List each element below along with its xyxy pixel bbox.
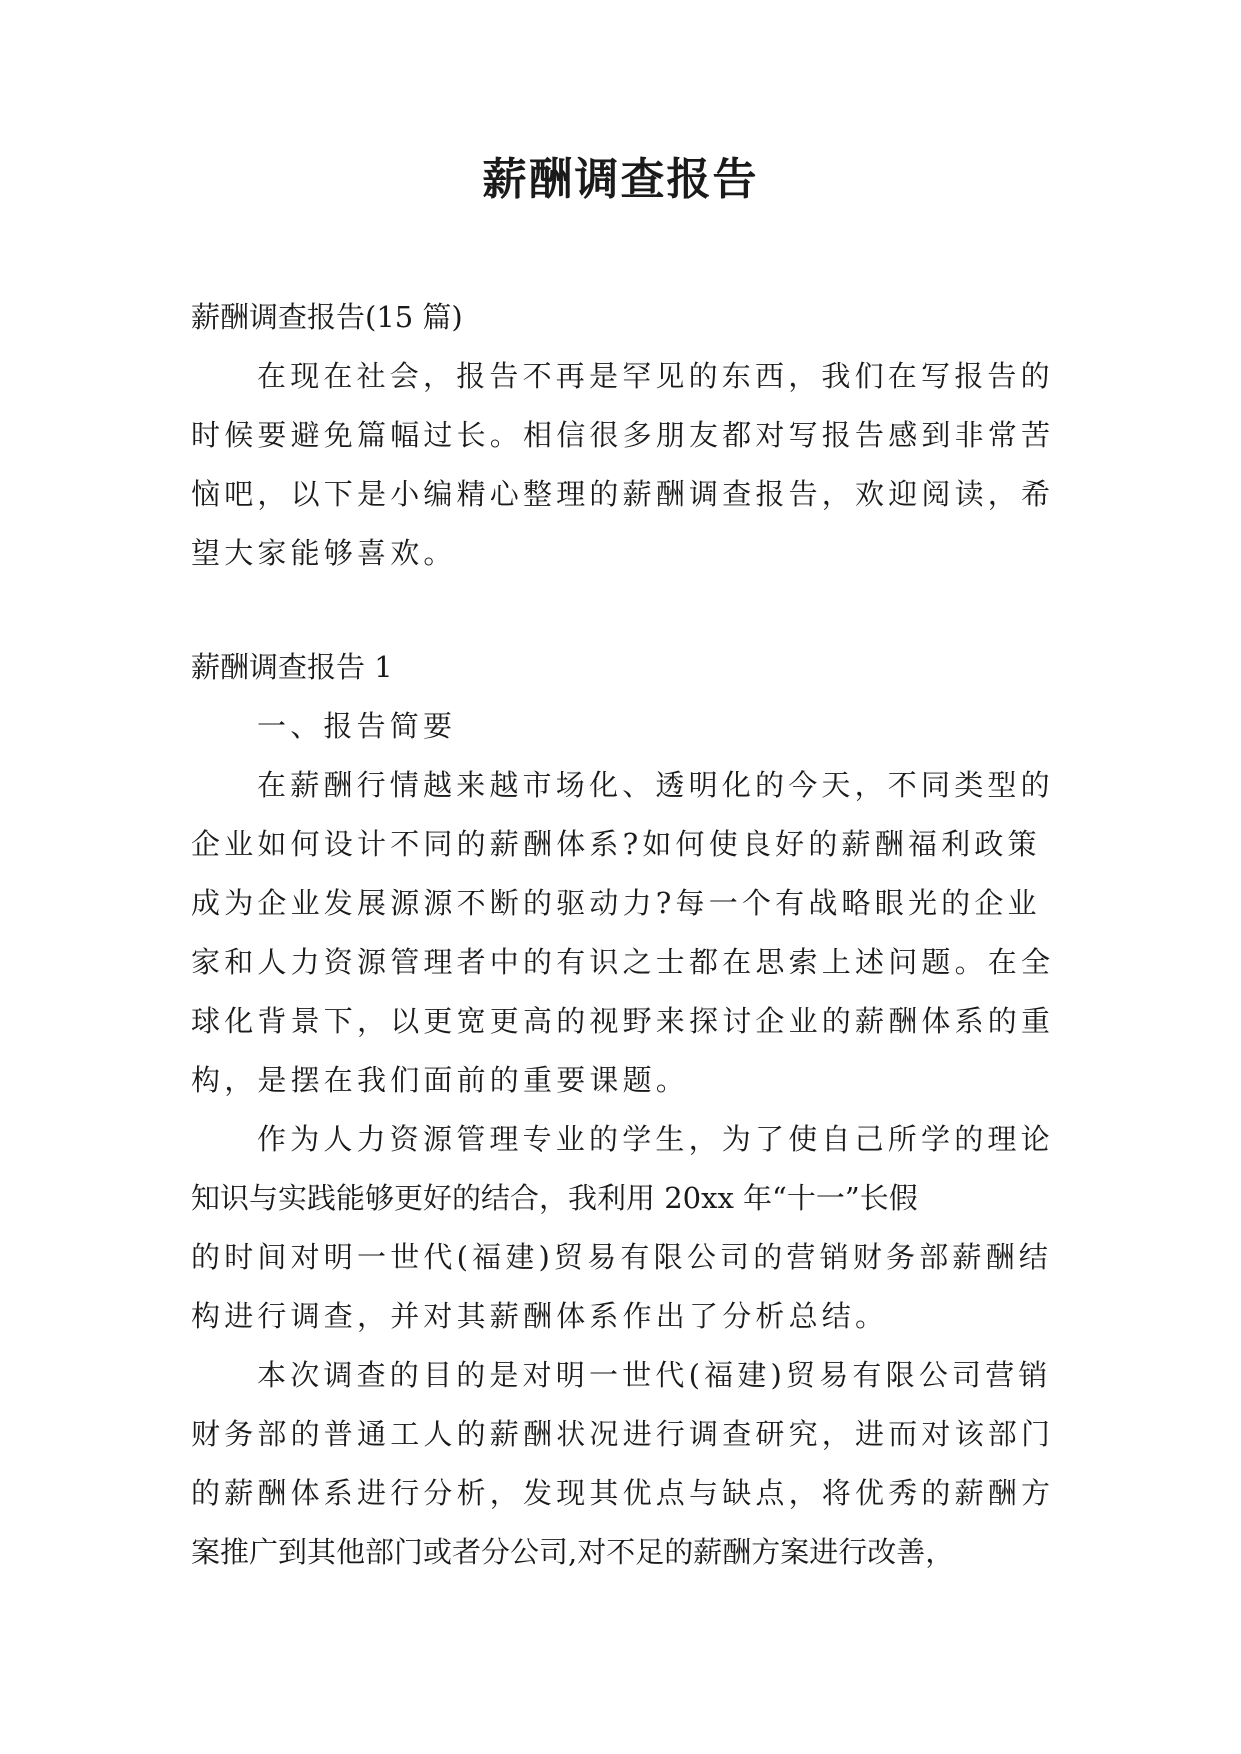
paragraph-line: 知识与实践能够更好的结合，我利用 20xx 年“十一”长假 [191,1181,918,1215]
paragraph-line: 本次调查的目的是对明一世代(福建)贸易有限公司营销 [257,1358,1052,1392]
paragraph-line: 球化背景下，以更宽更高的视野来探讨企业的薪酬体系的重 [191,1004,1055,1038]
intro-line: 时候要避免篇幅过长。相信很多朋友都对写报告感到非常苦 [191,418,1055,452]
paragraph-line: 案推广到其他部门或者分公司,对不足的薪酬方案进行改善， [191,1535,955,1569]
intro-line: 在现在社会，报告不再是罕见的东西，我们在写报告的 [257,359,1054,393]
paragraph-line: 的时间对明一世代(福建)贸易有限公司的营销财务部薪酬结 [191,1240,1053,1274]
document-subtitle: 薪酬调查报告(15 篇) [191,300,463,334]
paragraph-line: 成为企业发展源源不断的驱动力?每一个有战略眼光的企业 [191,886,1041,920]
intro-line: 恼吧，以下是小编精心整理的薪酬调查报告，欢迎阅读，希 [191,477,1055,511]
section-heading: 薪酬调查报告 1 [191,650,393,684]
paragraph-line: 企业如何设计不同的薪酬体系?如何使良好的薪酬福利政策 [191,827,1041,861]
section-subheading: 一、报告简要 [257,709,457,743]
paragraph-line: 家和人力资源管理者中的有识之士都在思索上述问题。在全 [191,945,1055,979]
paragraph-line: 作为人力资源管理专业的学生，为了使自己所学的理论 [257,1122,1054,1156]
paragraph-line: 构进行调查，并对其薪酬体系作出了分析总结。 [191,1299,889,1333]
paragraph-line: 财务部的普通工人的薪酬状况进行调查研究，进而对该部门 [191,1417,1055,1451]
intro-line: 望大家能够喜欢。 [191,536,457,570]
paragraph-line: 的薪酬体系进行分析，发现其优点与缺点，将优秀的薪酬方 [191,1476,1055,1510]
paragraph-gap [191,583,1051,638]
page-title: 薪酬调查报告 [482,154,759,205]
paragraph-line: 构，是摆在我们面前的重要课题。 [191,1063,690,1097]
paragraph-line: 在薪酬行情越来越市场化、透明化的今天，不同类型的 [257,768,1054,802]
document-body [191,288,1055,1582]
